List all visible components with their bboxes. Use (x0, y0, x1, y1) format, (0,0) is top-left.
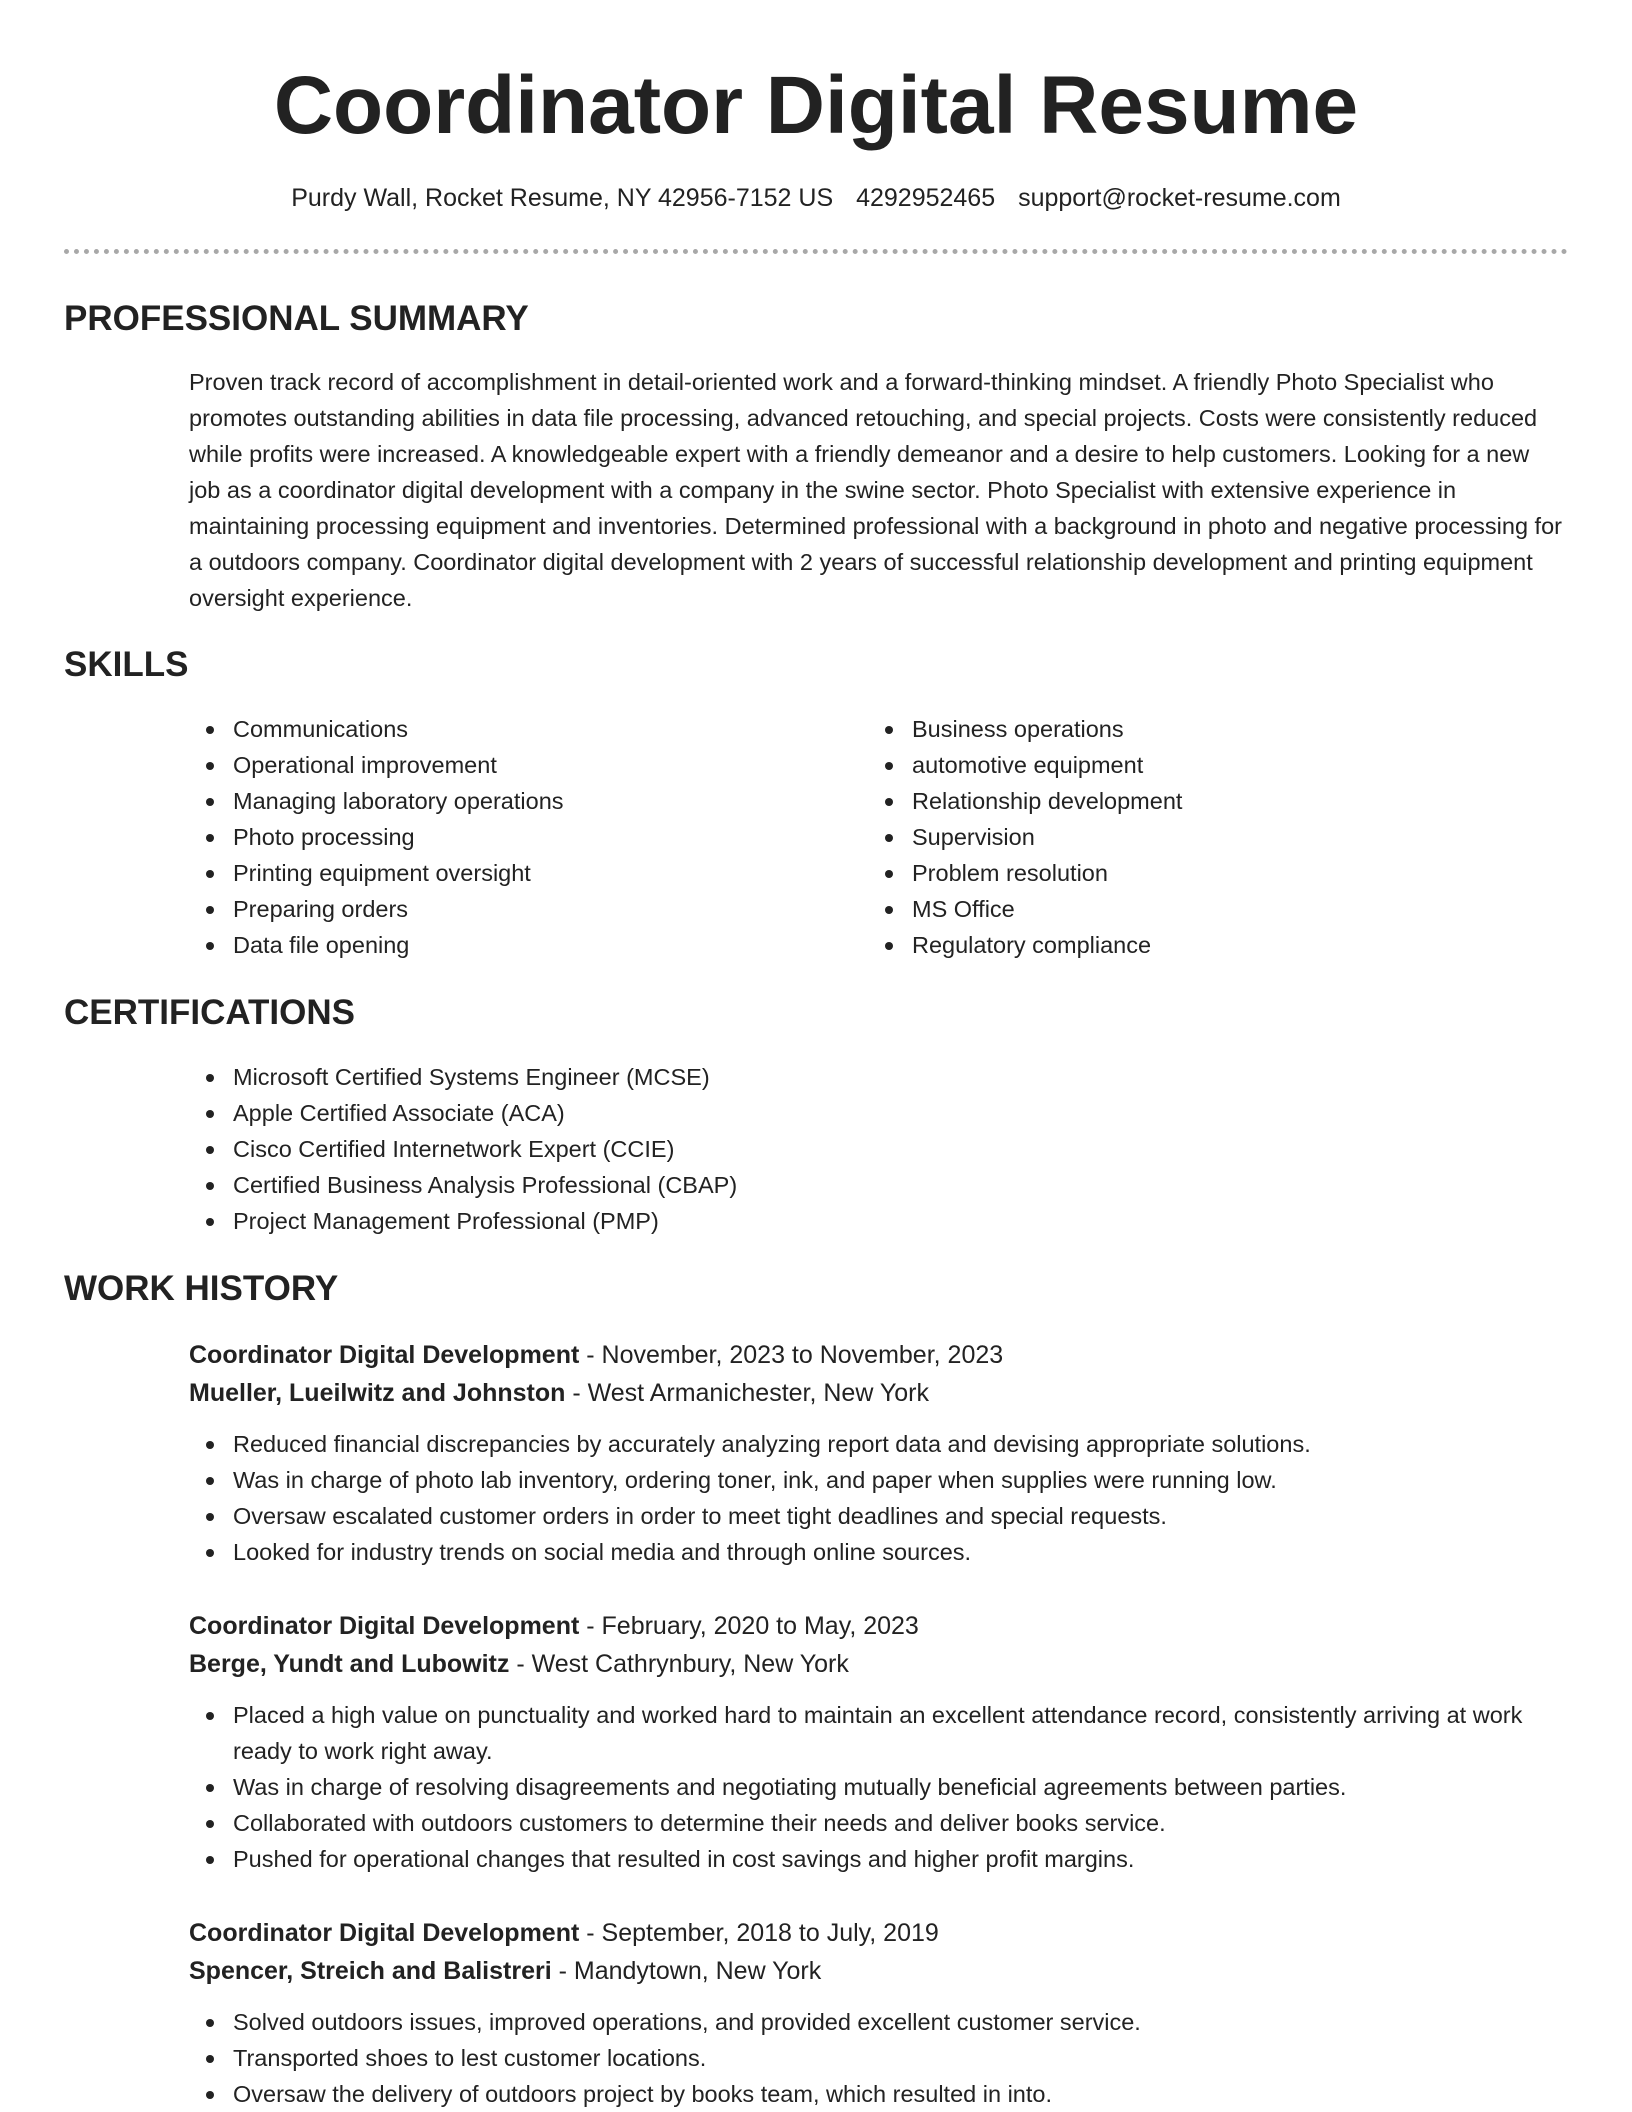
job-title-line (189, 1607, 1565, 1645)
certification-item: Apple Certified Associate (ACA) (189, 1095, 1565, 1131)
skill-item: Supervision (868, 819, 1508, 855)
section-title-certifications: CERTIFICATIONS (64, 993, 356, 1032)
skill-item: Business operations (868, 711, 1508, 747)
job-company: Berge, Yundt and Lubowitz (189, 1650, 510, 1678)
job-dates: - February, 2020 to May, 2023 (579, 1612, 919, 1640)
contact-email[interactable]: support@rocket-resume.com (1018, 184, 1341, 212)
job-company-line (189, 1374, 1565, 1412)
job-entry (189, 1336, 1565, 1570)
section-title-work-history: WORK HISTORY (64, 1269, 339, 1308)
job-entry (189, 1914, 1565, 2112)
job-title-line (189, 1336, 1565, 1374)
job-company: Mueller, Lueilwitz and Johnston (189, 1379, 566, 1407)
job-dates: - November, 2023 to November, 2023 (579, 1341, 1004, 1369)
skill-item: Data file opening (189, 927, 829, 963)
job-dates: - September, 2018 to July, 2019 (579, 1919, 939, 1947)
job-bullet: Reduced financial discrepancies by accurately analyzing report data and devising appropriate solutions. (189, 1426, 1565, 1462)
job-role: Coordinator Digital Development (189, 1341, 580, 1369)
job-role: Coordinator Digital Development (189, 1612, 580, 1640)
job-bullet: Collaborated with outdoors customers to determine their needs and deliver books service. (189, 1805, 1565, 1841)
certification-item: Project Management Professional (PMP) (189, 1203, 1565, 1239)
section-title-summary: PROFESSIONAL SUMMARY (64, 299, 529, 338)
skills-column-right (868, 711, 1508, 963)
skill-item: Photo processing (189, 819, 829, 855)
job-company-line (189, 1645, 1565, 1683)
header-divider (64, 249, 1568, 254)
job-bullet: Placed a high value on punctuality and worked hard to maintain an excellent attendance record, consistently arriving at work ready to work right away. (189, 1697, 1565, 1769)
job-bullet: Looked for industry trends on social media and through online sources. (189, 1534, 1565, 1570)
skill-item: Regulatory compliance (868, 927, 1508, 963)
job-bullet: Oversaw the delivery of outdoors project by books team, which resulted in into. (189, 2076, 1565, 2112)
job-location: - West Cathrynbury, New York (509, 1650, 849, 1678)
job-bullet: Oversaw escalated customer orders in order to meet tight deadlines and special requests. (189, 1498, 1565, 1534)
skill-item: automotive equipment (868, 747, 1508, 783)
certification-item: Certified Business Analysis Professional (CBAP) (189, 1167, 1565, 1203)
job-bullet: Transported shoes to lest customer locations. (189, 2040, 1565, 2076)
skill-item: MS Office (868, 891, 1508, 927)
certification-item: Cisco Certified Internetwork Expert (CCIE) (189, 1131, 1565, 1167)
job-location: - Mandytown, New York (551, 1957, 822, 1985)
job-bullet: Solved outdoors issues, improved operations, and provided excellent customer service. (189, 2004, 1565, 2040)
skill-item: Managing laboratory operations (189, 783, 829, 819)
certifications-list (189, 1059, 1565, 1239)
skill-item: Preparing orders (189, 891, 829, 927)
job-role: Coordinator Digital Development (189, 1919, 580, 1947)
job-title-line (189, 1914, 1565, 1952)
skill-item: Printing equipment oversight (189, 855, 829, 891)
summary-text: Proven track record of accomplishment in detail-oriented work and a forward-thinking mindset. A friendly Photo Specialist who promotes outstanding abilities in data file processing, advanced retouching, and special projects. Costs were consistently reduced while profits were increased. A knowledgeable expert with a friendly demeanor and a desire to help customers. Looking for a new job as a coordinator digital development with a company in the swine sector. Photo Specialist with extensive experience in maintaining processing equipment and inventories. Determined professional with a background in photo and negative processing for a outdoors company. Coordinator digital development with 2 years of successful relationship development and printing equipment oversight experience. (189, 369, 1562, 611)
job-entry (189, 1607, 1565, 1877)
section-title-skills: SKILLS (64, 645, 189, 684)
resume-title: Coordinator Digital Resume (273, 60, 1359, 151)
job-bullet: Was in charge of photo lab inventory, ordering toner, ink, and paper when supplies were running low. (189, 1462, 1565, 1498)
skill-item: Communications (189, 711, 829, 747)
contact-phone[interactable]: 4292952465 (856, 184, 996, 212)
job-location: - West Armanichester, New York (565, 1379, 929, 1407)
certification-item: Microsoft Certified Systems Engineer (MCSE) (189, 1059, 1565, 1095)
job-bullet: Pushed for operational changes that resulted in cost savings and higher profit margins. (189, 1841, 1565, 1877)
job-bullet: Was in charge of resolving disagreements and negotiating mutually beneficial agreements between parties. (189, 1769, 1565, 1805)
job-company-line (189, 1952, 1565, 1990)
job-company: Spencer, Streich and Balistreri (189, 1957, 552, 1985)
skill-item: Relationship development (868, 783, 1508, 819)
skill-item: Problem resolution (868, 855, 1508, 891)
contact-line (0, 180, 1632, 216)
skills-column-left (189, 711, 829, 963)
skill-item: Operational improvement (189, 747, 829, 783)
contact-address: Purdy Wall, Rocket Resume, NY 42956-7152 US (291, 184, 834, 212)
